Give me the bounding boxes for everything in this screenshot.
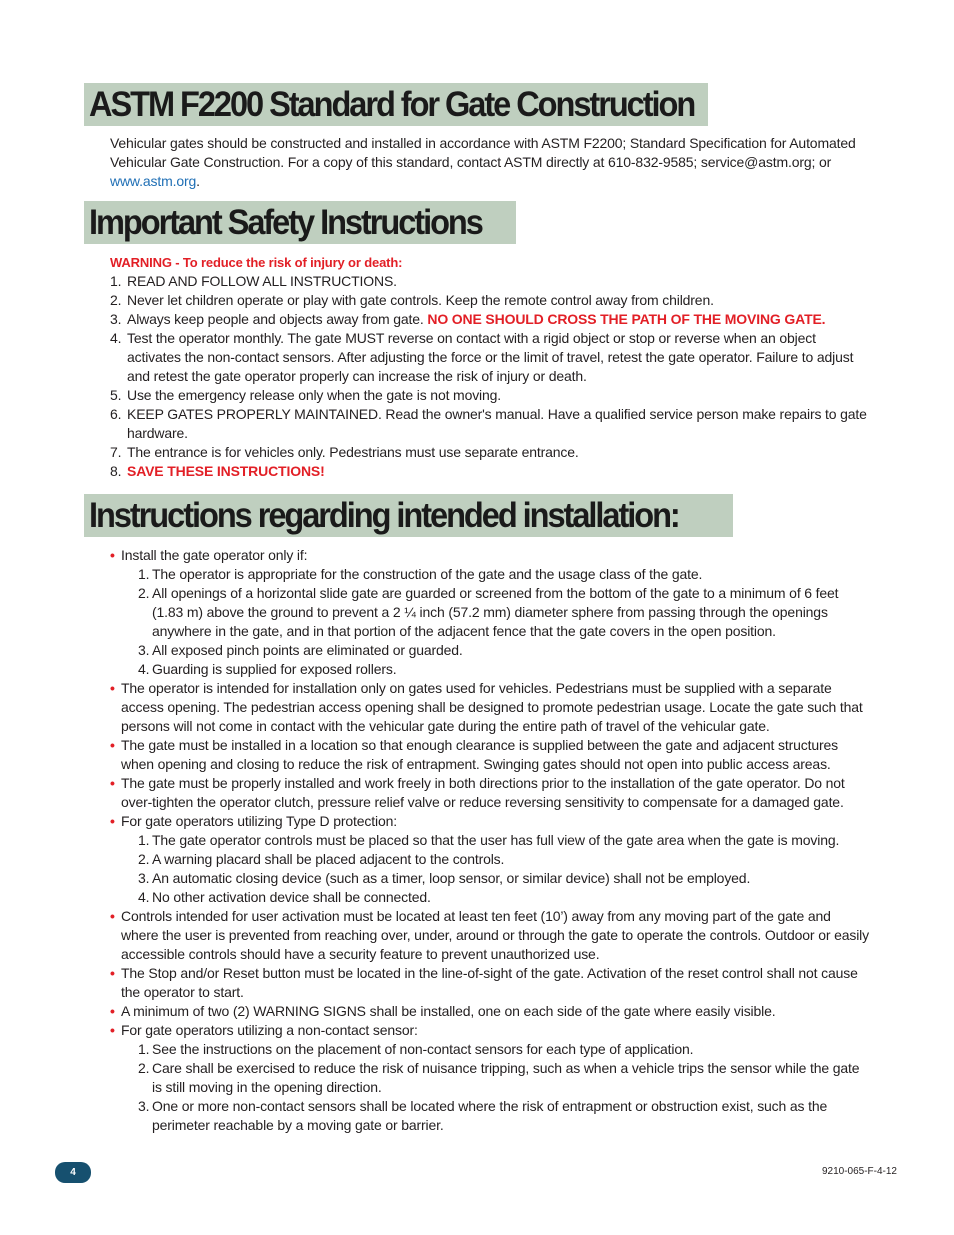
item-number: 4. <box>110 330 122 346</box>
item-text <box>127 330 853 384</box>
install-bullet <box>110 679 870 736</box>
sub-item-number: 1. <box>138 832 150 848</box>
bullet-icon: • <box>110 813 115 829</box>
item-text-content: Always keep people and objects away from gate. <box>127 311 428 327</box>
bullet-text: The gate must be properly installed and work freely in both directions prior to the installation of the gate operator. Do not over-tighten the operator clutch, pressure relief valve or reduce reversing sensitivity to compensate for a damaged gate. <box>121 775 845 810</box>
item-text-content: Test the operator monthly. The gate MUST reverse on contact with a rigid object or stop or reverse when an object activates the non-contact sensors. After adjusting the force or the limit of travel, retest the gate operator. Failure to adjust and retest the gate operator properly can increase the risk of injury or death. <box>127 330 854 384</box>
install-heading: Instructions regarding intended installation: <box>89 495 679 535</box>
bullet-icon: • <box>110 908 115 924</box>
sub-item-number: 4. <box>138 661 150 677</box>
page-number: 4 <box>70 1167 76 1178</box>
sub-item-text: A warning placard shall be placed adjacent to the controls. <box>152 851 505 867</box>
install-sub-item <box>110 869 870 888</box>
safety-instructions <box>110 253 870 481</box>
bullet-icon: • <box>110 1003 115 1019</box>
sub-item-number: 3. <box>138 870 150 886</box>
sub-item-text: All exposed pinch points are eliminated or guarded. <box>152 642 463 658</box>
document-code: 9210-065-F-4-12 <box>821 1166 897 1177</box>
item-text <box>127 387 501 403</box>
install-bullet <box>110 1021 870 1040</box>
bullet-icon: • <box>110 547 115 563</box>
item-number: 3. <box>110 311 122 327</box>
install-bullet <box>110 736 870 774</box>
item-number: 1. <box>110 273 122 289</box>
astm-website-link[interactable]: www.astm.org <box>110 173 197 189</box>
bullet-text: The gate must be installed in a location so that enough clearance is supplied between the gate and adjacent structures when opening and closing to reduce the risk of entrapment. Swinging gates should not open into public access areas. <box>121 737 838 772</box>
item-text-content: Never let children operate or play with gate controls. Keep the remote control away from children. <box>127 292 714 308</box>
warning-text: WARNING - To reduce the risk of injury or death: <box>110 255 403 270</box>
item-text <box>127 311 825 327</box>
install-heading-bar <box>84 494 733 537</box>
sub-item-text: One or more non-contact sensors shall be located where the risk of entrapment or obstruction exist, such as the perimeter reachable by a moving gate or barrier. <box>152 1098 828 1133</box>
item-emphasis: NO ONE SHOULD CROSS THE PATH OF THE MOVING GATE. <box>427 311 826 327</box>
install-sub-item <box>110 888 870 907</box>
item-text <box>127 406 867 441</box>
sub-item-number: 1. <box>138 566 150 582</box>
item-number: 2. <box>110 292 122 308</box>
sub-item-text: No other activation device shall be connected. <box>152 889 431 905</box>
bullet-icon: • <box>110 1022 115 1038</box>
install-bullet <box>110 1002 870 1021</box>
safety-item <box>110 443 870 462</box>
item-text <box>127 292 714 308</box>
safety-item <box>110 272 870 291</box>
item-text-content: The entrance is for vehicles only. Pedestrians must use separate entrance. <box>127 444 579 460</box>
safety-item <box>110 386 870 405</box>
sub-item-text: The operator is appropriate for the construction of the gate and the usage class of the gate. <box>152 566 703 582</box>
item-emphasis: SAVE THESE INSTRUCTIONS! <box>127 463 325 479</box>
astm-heading-bar <box>84 83 708 126</box>
item-text-content: Use the emergency release only when the gate is not moving. <box>127 387 502 403</box>
bullet-text: A minimum of two (2) WARNING SIGNS shall be installed, one on each side of the gate where easily visible. <box>121 1003 776 1019</box>
sub-item-number: 3. <box>138 1098 150 1114</box>
install-sub-item <box>110 1097 870 1135</box>
bullet-icon: • <box>110 737 115 753</box>
bullet-text: The operator is intended for installation only on gates used for vehicles. Pedestrians must be supplied with a separate access opening. The pedestrian access opening shall be designed to promote pedestrian usage. Locate the gate such that persons will not come in contact with the vehicular gate during the entire path of travel of the vehicular gate. <box>121 680 863 734</box>
item-text-content: KEEP GATES PROPERLY MAINTAINED. Read the owner's manual. Have a qualified service person make repairs to gate hardware. <box>127 406 867 441</box>
item-number: 5. <box>110 387 122 403</box>
sub-item-number: 2. <box>138 585 150 601</box>
bullet-text: Controls intended for user activation must be located at least ten feet (10’) away from any moving part of the gate and where the user is prevented from reaching over, under, around or through the gate to operate the controls. Outdoor or easily accessible controls should have a security feature to prevent unauthorized use. <box>121 908 869 962</box>
sub-item-text: See the instructions on the placement of non-contact sensors for each type of application. <box>152 1041 694 1057</box>
install-sub-item <box>110 565 870 584</box>
item-text-content: READ AND FOLLOW ALL INSTRUCTIONS. <box>127 273 397 289</box>
page-number-badge <box>55 1162 91 1183</box>
bullet-icon: • <box>110 775 115 791</box>
item-number: 6. <box>110 406 122 422</box>
safety-item <box>110 329 870 386</box>
item-text <box>127 463 325 479</box>
sub-item-number: 4. <box>138 889 150 905</box>
install-bullet <box>110 774 870 812</box>
install-bullet <box>110 546 870 565</box>
install-bullet <box>110 812 870 831</box>
install-sub-item <box>110 641 870 660</box>
item-number: 8. <box>110 463 122 479</box>
sub-item-number: 1. <box>138 1041 150 1057</box>
safety-item <box>110 310 870 329</box>
sub-item-text: Guarding is supplied for exposed rollers. <box>152 661 397 677</box>
sub-item-text: An automatic closing device (such as a timer, loop sensor, or similar device) shall not be employed. <box>152 870 751 886</box>
sub-item-number: 3. <box>138 642 150 658</box>
item-text <box>127 273 397 289</box>
safety-heading-bar <box>84 201 516 244</box>
astm-paragraph: Vehicular gates should be constructed and installed in accordance with ASTM F2200; Standard Specification for Automated Vehicular Gate Construction. For a copy of this standard, contact ASTM directly at 610-832-9585; service@astm.org; or www.astm.org. <box>110 135 856 189</box>
safety-heading: Important Safety Instructions <box>89 202 482 242</box>
install-sub-item <box>110 584 870 641</box>
install-instructions <box>110 546 870 1135</box>
sub-item-text: Care shall be exercised to reduce the risk of nuisance tripping, such as when a vehicle trips the sensor while the gate is still moving in the opening direction. <box>152 1060 860 1095</box>
bullet-text: For gate operators utilizing a non-contact sensor: <box>121 1022 418 1038</box>
install-bullet <box>110 964 870 1002</box>
safety-item <box>110 405 870 443</box>
bullet-icon: • <box>110 680 115 696</box>
install-sub-item <box>110 831 870 850</box>
install-sub-item <box>110 1040 870 1059</box>
bullet-icon: • <box>110 965 115 981</box>
safety-item <box>110 462 870 481</box>
bullet-text: Install the gate operator only if: <box>121 547 308 563</box>
install-bullet <box>110 907 870 964</box>
astm-heading: ASTM F2200 Standard for Gate Construction <box>89 84 695 124</box>
install-sub-item <box>110 1059 870 1097</box>
install-list <box>110 546 870 1135</box>
safety-item <box>110 291 870 310</box>
sub-item-text: The gate operator controls must be placed so that the user has full view of the gate area when the gate is moving. <box>152 832 840 848</box>
bullet-text: For gate operators utilizing Type D protection: <box>121 813 397 829</box>
sub-item-text: All openings of a horizontal slide gate are guarded or screened from the bottom of the gate to a minimum of 6 feet (1.83 m) above the ground to prevent a 2 ¼ inch (57.2 mm) diameter sphere from passing through the openings anywhere in the gate, and in that portion of the adjacent fence that the gate covers in the open position. <box>152 585 839 639</box>
sub-item-number: 2. <box>138 851 150 867</box>
bullet-text: The Stop and/or Reset button must be located in the line-of-sight of the gate. Activation of the reset control shall not cause the operator to start. <box>121 965 858 1000</box>
item-number: 7. <box>110 444 122 460</box>
sub-item-number: 2. <box>138 1060 150 1076</box>
astm-body-text: Vehicular gates should be constructed and installed in accordance with ASTM F2200; Standard Specification for Automated Vehicular Gate Construction. For a copy of this standard, contact ASTM directly at 610-832-9585; service@astm.org; or <box>110 135 856 170</box>
install-sub-item <box>110 660 870 679</box>
safety-list <box>110 272 870 481</box>
install-sub-item <box>110 850 870 869</box>
item-text <box>127 444 579 460</box>
